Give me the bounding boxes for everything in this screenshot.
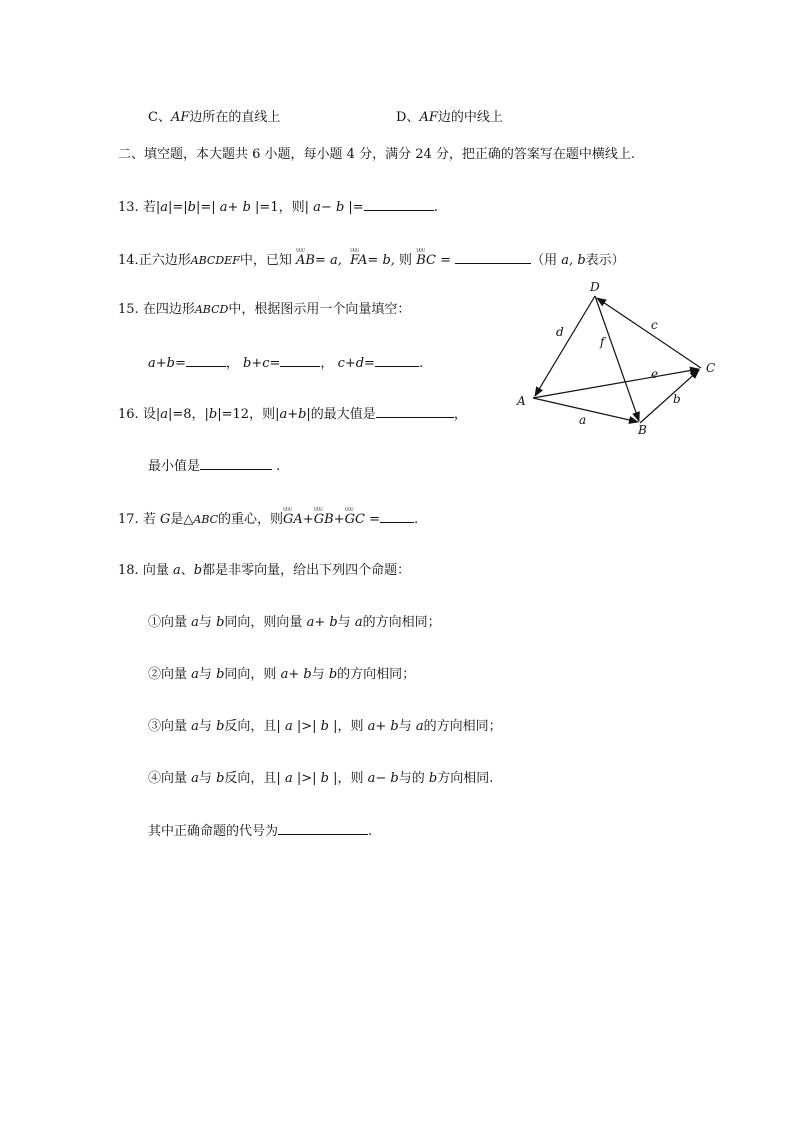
vector-label-c: c	[651, 318, 658, 332]
vector-label-e: e	[651, 367, 659, 381]
vector-label-a: a	[579, 413, 587, 427]
section-title: 二、填空题，本大题共 6 小题，每小题 4 分，满分 24 分，把正确的答案写在题中横线上.	[118, 147, 636, 162]
answer-blank[interactable]	[200, 457, 272, 470]
answer-blank[interactable]	[364, 198, 434, 211]
vector-f	[595, 296, 639, 421]
question-16-min: 最小值是 .	[148, 459, 281, 474]
point-label-c: C	[706, 361, 716, 375]
vector-label-b: b	[673, 392, 681, 406]
question-14: 14.正六边形ABCDEF中，已知 ᵁᵁᵁ AB= a, ᵁᵁᵁ FA= b, 则 ᵁᵁᵁ BC = （用 a, b表示）	[118, 251, 625, 270]
option-d: D、AF边的中线上	[396, 110, 503, 125]
question-18: 18. 向量 a、b都是非零向量，给出下列四个命题：	[118, 563, 411, 578]
proposition-2: ②向量 a与 b同向，则 a+ b与 b的方向相同；	[148, 667, 416, 682]
question-15: 15. 在四边形ABCD中，根据图示用一个向量填空：	[118, 302, 411, 317]
answer-blank[interactable]	[455, 251, 531, 264]
vector-label-f: f	[600, 335, 605, 349]
answer-blank[interactable]	[375, 354, 419, 367]
vector-label-d: d	[556, 325, 564, 339]
point-label-a: A	[517, 394, 526, 408]
conclusion: 其中正确命题的代号为 .	[148, 824, 373, 839]
answer-blank[interactable]	[380, 510, 414, 523]
point-label-b: B	[638, 423, 647, 437]
point-label-d: D	[590, 280, 600, 294]
question-15-blanks: a+b= ， b+c= ， c+d= .	[148, 356, 424, 371]
vector-c	[597, 298, 701, 368]
option-c: C、AF边所在的直线上	[148, 110, 281, 125]
question-17: 17. 若 G是△ABC的重心，则ᵁᵁᵁ GA+ᵁᵁᵁ GB+ᵁᵁᵁ GC = .	[118, 510, 418, 529]
quadrilateral-figure	[505, 278, 735, 448]
proposition-3: ③向量 a与 b反向，且| a |>| b |，则 a+ b与 a的方向相同；	[148, 719, 502, 734]
vector-d	[535, 296, 595, 396]
answer-blank[interactable]	[280, 354, 320, 367]
proposition-1: ①向量 a与 b同向，则向量 a+ b与 a的方向相同；	[148, 615, 441, 630]
answer-blank[interactable]	[278, 822, 368, 835]
answer-blank[interactable]	[186, 354, 226, 367]
answer-blank[interactable]	[376, 405, 454, 418]
proposition-4: ④向量 a与 b反向，且| a |>| b |，则 a− b与的 b方向相同.	[148, 771, 494, 786]
question-16: 16. 设|a|=8，|b|=12，则|a+b|的最大值是 ，	[118, 407, 467, 422]
question-13: 13. 若|a|=|b|=| a+ b |=1，则| a− b |= .	[118, 200, 438, 215]
